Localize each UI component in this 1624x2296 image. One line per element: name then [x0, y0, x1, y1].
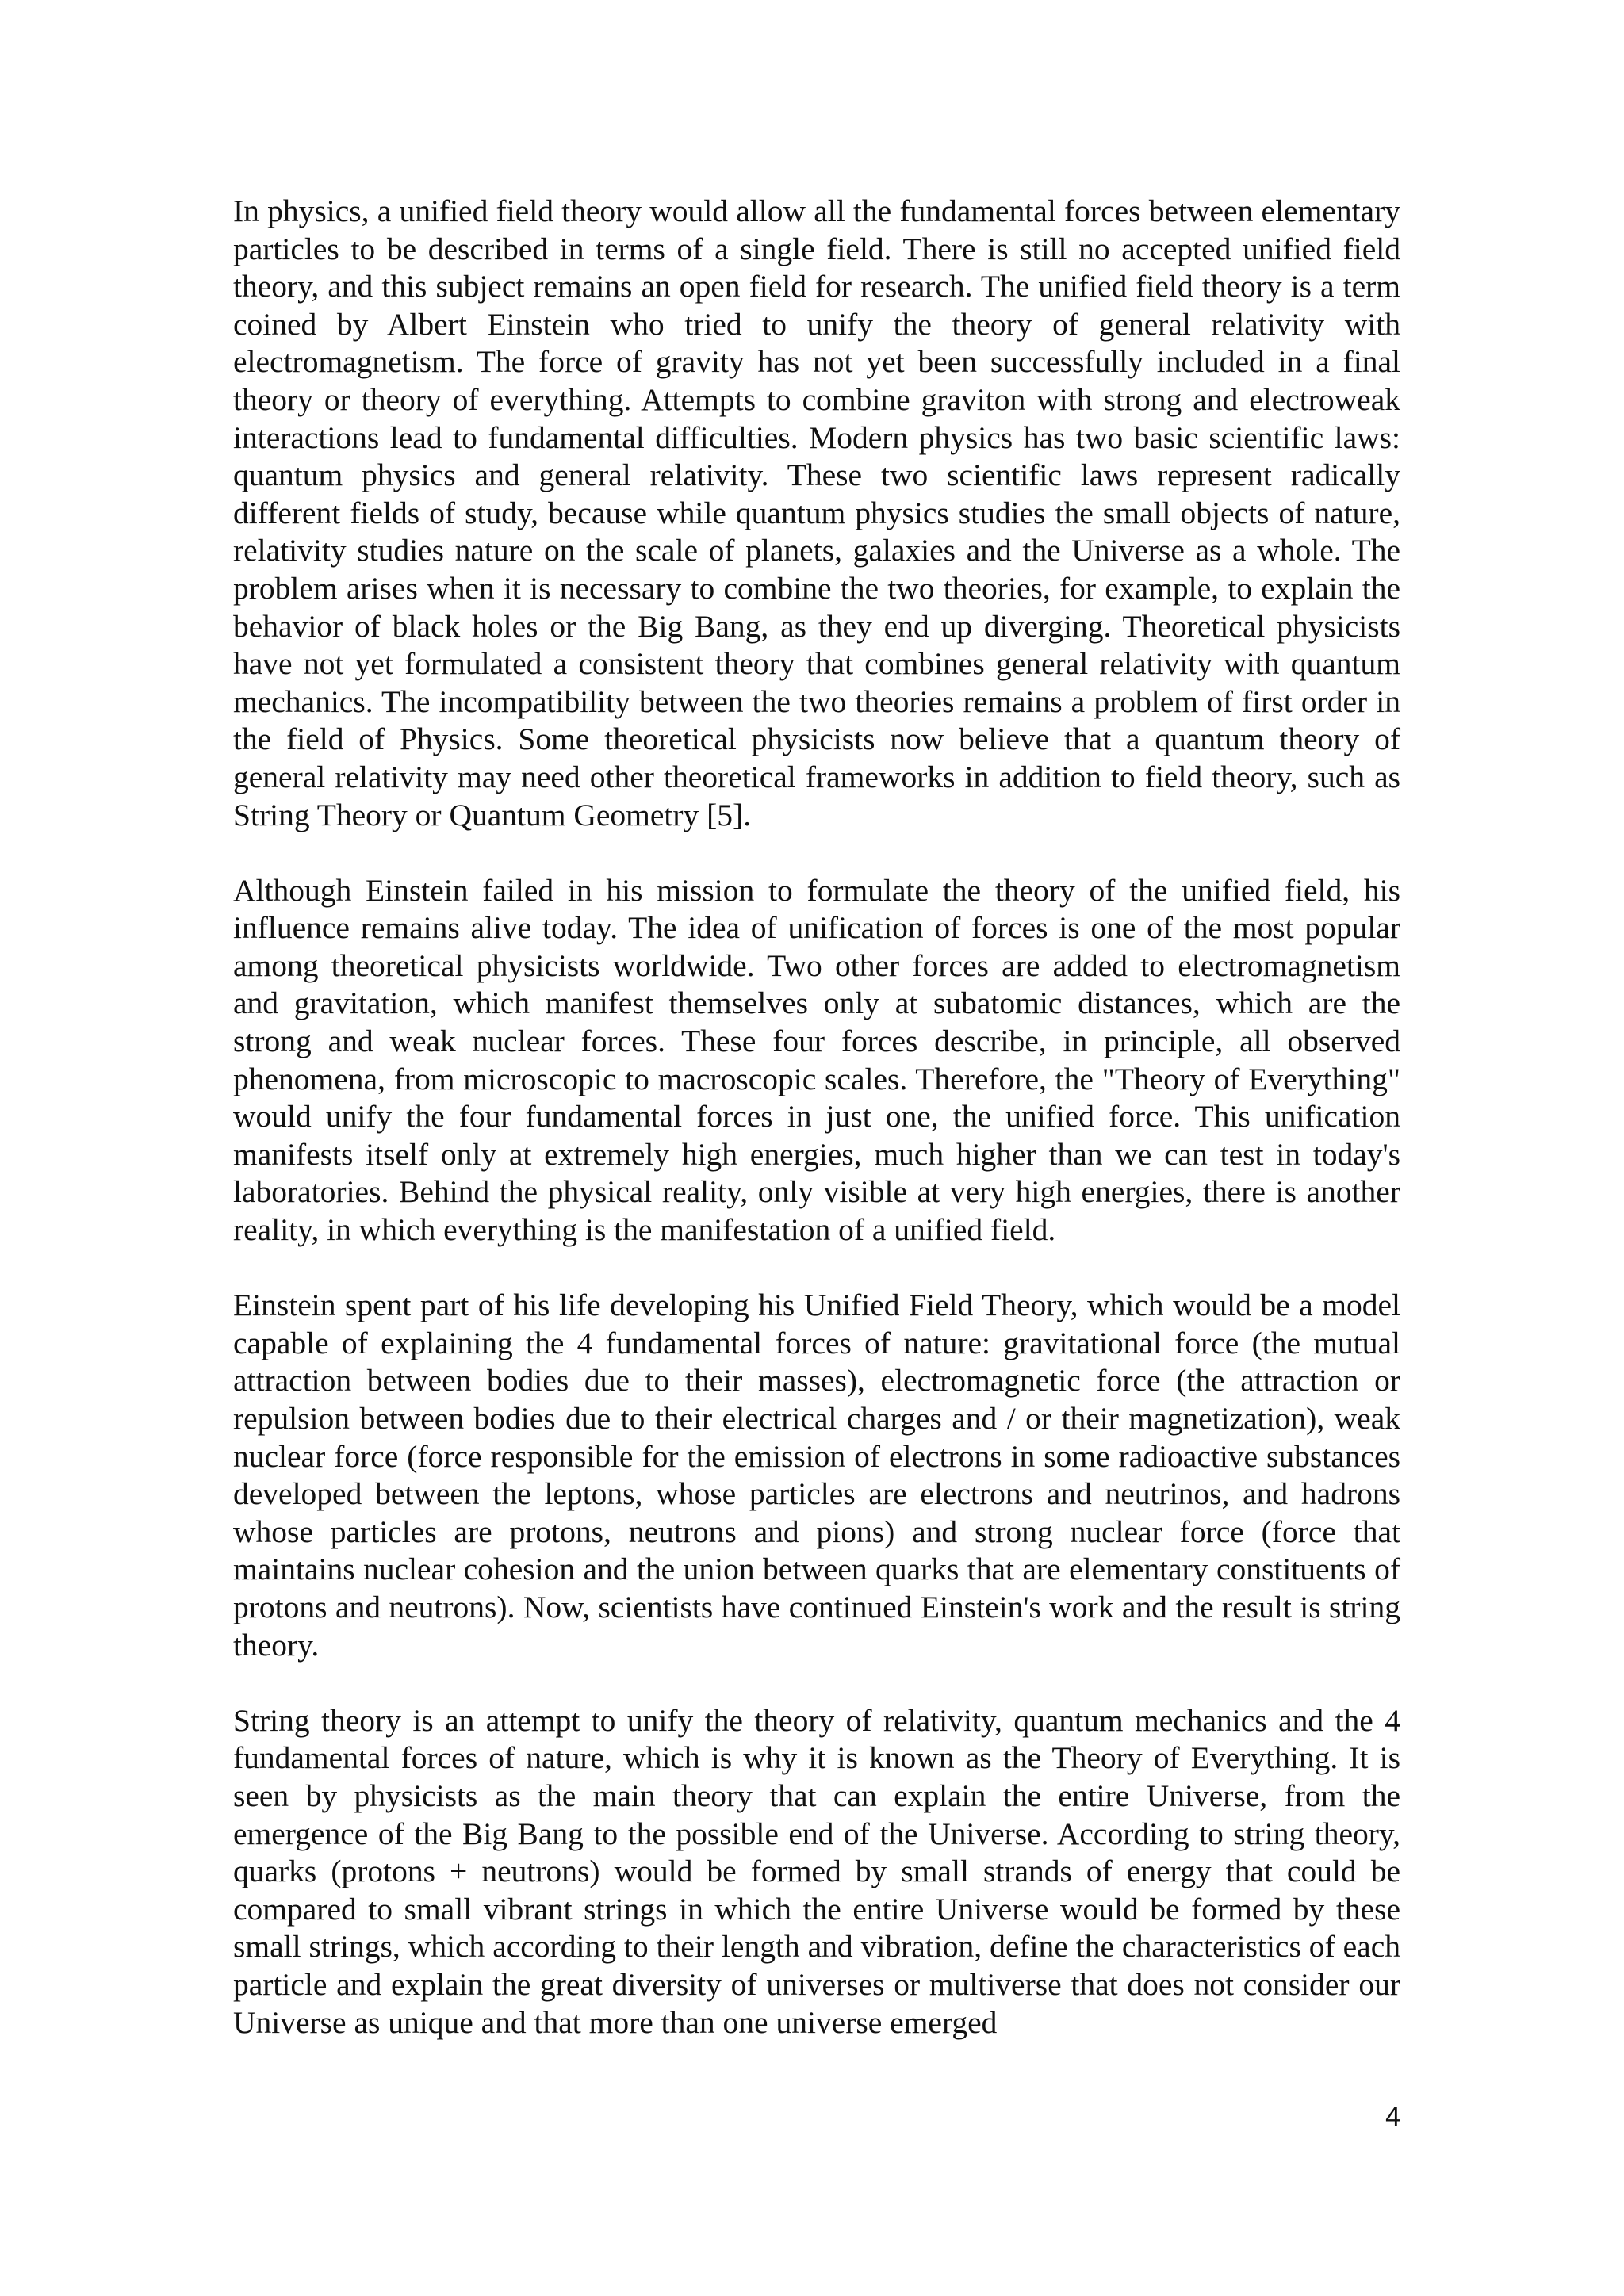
paragraph-unified-field-theory: In physics, a unified field theory would allow all the fundamental forces between elementary particles to be described in terms of a single field. There is still no accepted unified field theory, and this subject remains an open field for research. The unified field theory is a term coined by Albert Einstein who tried to unify the theory of general relativity with electromagnetism. The force of gravity has not yet been successfully included in a final theory or theory of everything. Attempts to combine graviton with strong and electroweak interactions lead to fundamental difficulties. Modern physics has two basic scientific laws: quantum physics and general relativity. These two scientific laws represent radically different fields of study, because while quantum physics studies the small objects of nature, relativity studies nature on the scale of planets, galaxies and the Universe as a whole. The problem arises when it is necessary to combine the two theories, for example, to explain the behavior of black holes or the Big Bang, as they end up diverging. Theoretical physicists have not yet formulated a consistent theory that combines general relativity with quantum mechanics. The incompatibility between the two theories remains a problem of first order in the field of Physics. Some theoretical physicists now believe that a quantum theory of general relativity may need other theoretical frameworks in addition to field theory, such as String Theory or Quantum Geometry [5]. — [233, 193, 1400, 832]
paragraph-string-theory: String theory is an attempt to unify the theory of relativity, quantum mechanics and the 4 fundamental forces of nature, which is why it is known as the Theory of Everything. It is seen by physicists as the main theory that can explain the entire Universe, from the emergence of the Big Bang to the possible end of the Universe. According to string theory, quarks (protons + neutrons) would be formed by small strands of energy that could be compared to small vibrant strings in which the entire Universe would be formed by these small strings, which according to their length and vibration, define the characteristics of each particle and explain the great diversity of universes or multiverse that does not consider our Universe as unique and that more than one universe emerged — [233, 1702, 1400, 2040]
paragraph-fundamental-forces: Einstein spent part of his life developing his Unified Field Theory, which would be a model capable of explaining the 4 fundamental forces of nature: gravitational force (the mutual attraction between bodies due to their masses), electromagnetic force (the attraction or repulsion between bodies due to their electrical charges and / or their magnetization), weak nuclear force (force responsible for the emission of electrons in some radioactive substances developed between the leptons, whose particles are electrons and neutrinos, and hadrons whose particles are protons, neutrons and pions) and strong nuclear force (force that maintains nuclear cohesion and the union between quarks that are elementary constituents of protons and neutrons). Now, scientists have continued Einstein's work and the result is string theory. — [233, 1288, 1400, 1663]
page-number: 4 — [1385, 2102, 1400, 2132]
paragraph-einstein-influence: Although Einstein failed in his mission to formulate the theory of the unified field, his influence remains alive today. The idea of unification of forces is one of the most popular among theoretical physicists worldwide. Two other forces are added to electromagnetism and gravitation, which manifest themselves only at subatomic distances, which are the strong and weak nuclear forces. These four forces describe, in principle, all observed phenomena, from microscopic to macroscopic scales. Therefore, the "Theory of Everything" would unify the four fundamental forces in just one, the unified force. This unification manifests itself only at extremely high energies, much higher than we can test in today's laboratories. Behind the physical reality, only visible at very high energies, there is another reality, in which everything is the manifestation of a unified field. — [233, 872, 1400, 1248]
body-text — [233, 193, 1400, 2080]
